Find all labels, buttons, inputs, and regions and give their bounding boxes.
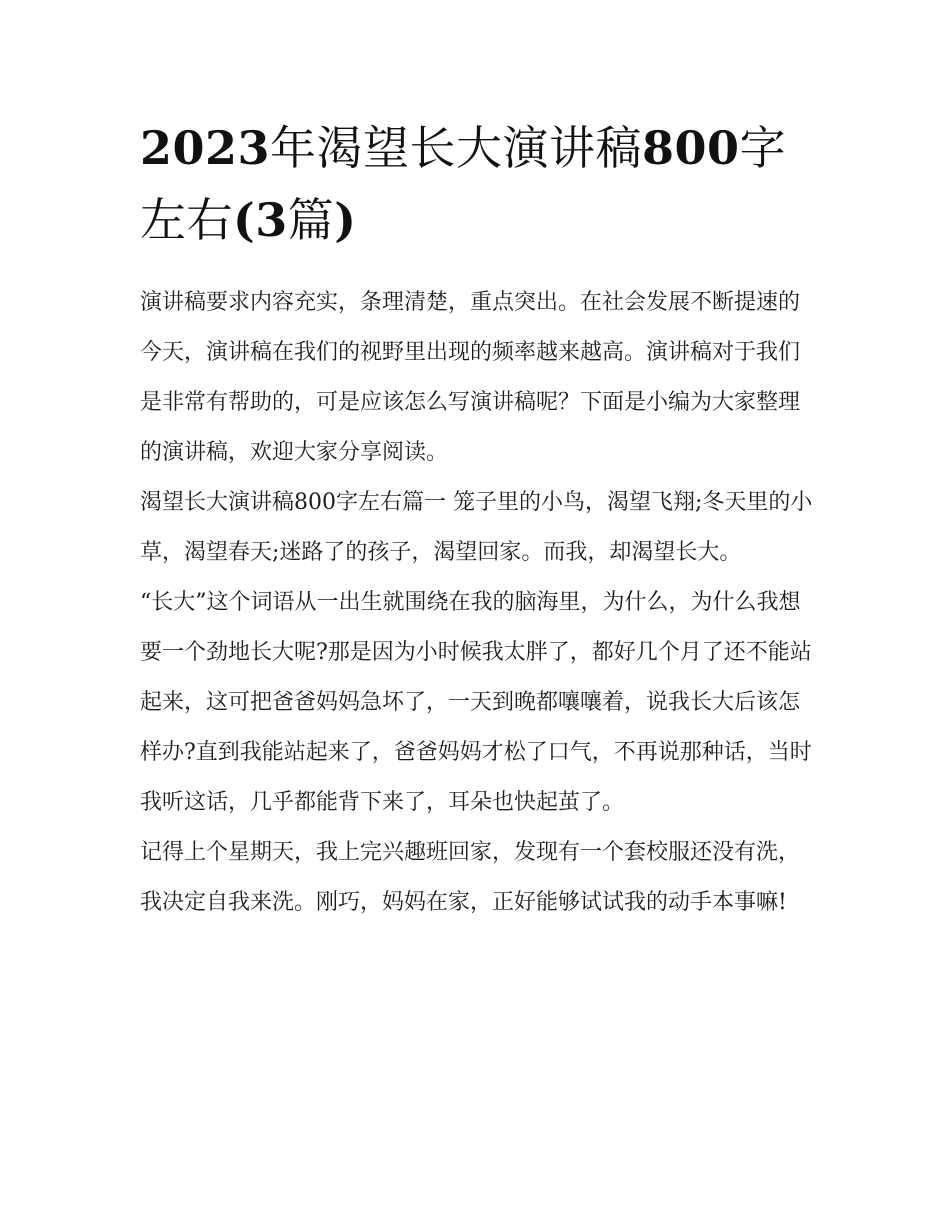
title-latin-run: ) — [334, 193, 357, 247]
body-paragraph: 记得上个星期天，我上完兴趣班回家，发现有一个套校服还没有洗，我决定自我来洗。刚巧，妈妈在家，正好能够试试我的动手本事嘛! — [140, 840, 801, 915]
title-latin-run: 2023 — [140, 121, 271, 175]
document-page — [140, 112, 820, 928]
document-title: 2023年渴望长大演讲稿800字左右(3篇) — [140, 121, 787, 247]
document-body — [140, 278, 820, 928]
title-latin-run: (3 — [233, 193, 288, 247]
body-paragraph: 渴望长大演讲稿800字左右篇一 笼子里的小鸟，渴望飞翔;冬天里的小草，渴望春天;迷路了的孩子，渴望回家。而我，却渴望长大。 — [140, 490, 813, 565]
body-paragraph: “长大”这个词语从一出生就围绕在我的脑海里，为什么，为什么我想要一个劲地长大呢?那是因为小时候我太胖了，都好几个月了还不能站起来，这可把爸爸妈妈急坏了，一天到晚都嚷嚷着，说我长大后该怎样办?直到我能站起来了，爸爸妈妈才松了口气，不再说那种话，当时我听这话，几乎都能背下来了，耳朵也快起茧了。 — [140, 590, 812, 815]
intro-paragraph: 演讲稿要求内容充实，条理清楚，重点突出。在社会发展不断提速的今天，演讲稿在我们的视野里出现的频率越来越高。演讲稿对于我们是非常有帮助的，可是应该怎么写演讲稿呢？下面是小编为大家整理的演讲稿，欢迎大家分享阅读。 — [140, 290, 801, 465]
title-latin-run: 800 — [642, 121, 740, 175]
